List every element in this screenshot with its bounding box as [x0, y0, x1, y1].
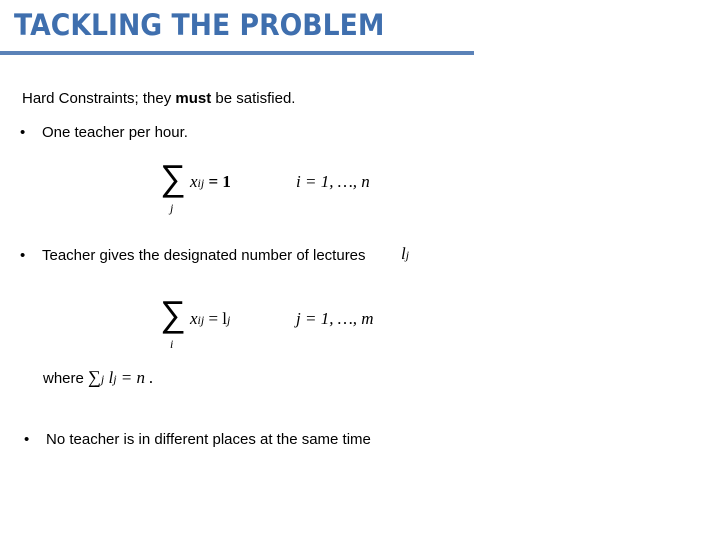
where-clause: [43, 367, 154, 388]
where-expr: l: [104, 368, 114, 387]
sum-index: i: [170, 337, 174, 351]
intro-post: be satisfied.: [211, 90, 296, 107]
variable: x: [190, 172, 198, 191]
intro-pre: Hard Constraints; they: [22, 90, 176, 107]
bullet-text: One teacher per hour.: [42, 124, 188, 141]
sum-index: j: [170, 201, 174, 215]
bullet-icon: •: [24, 431, 30, 448]
title-underline: [0, 51, 474, 55]
where-tail: = n .: [116, 368, 154, 387]
eq-rhs: = 1: [208, 172, 231, 191]
bullet-icon: •: [20, 124, 26, 141]
bullet-text: Teacher gives the designated number of lectures: [42, 247, 366, 264]
variable: x: [190, 309, 198, 328]
eq-range: j = 1, …, m: [296, 309, 374, 328]
bullet-text: No teacher is in different places at the same time: [46, 431, 371, 448]
sum-symbol: ∑: [160, 157, 186, 198]
where-expr-sub: j: [113, 372, 117, 386]
slide-title: TACKLING THE PROBLEM: [14, 8, 385, 42]
bullet-3: [24, 431, 371, 448]
variable-sub: ij: [197, 313, 205, 327]
intro-text: [22, 90, 295, 107]
intro-bold: must: [175, 90, 212, 107]
eq-range: i = 1, …, n: [296, 172, 370, 191]
lj-sub: j: [405, 248, 410, 262]
bullet-1: [20, 124, 188, 141]
sum-index: j: [100, 372, 105, 386]
variable-sub: ij: [197, 176, 205, 190]
sum-symbol: ∑: [160, 293, 186, 334]
lj-var: l: [401, 244, 406, 263]
bullet-2: [20, 244, 410, 264]
where-word: where: [43, 370, 89, 387]
sum-symbol: ∑: [88, 367, 101, 387]
bullet-icon: •: [20, 247, 26, 264]
eq-rhs: = l: [208, 309, 228, 328]
eq-rhs-sub: j: [227, 313, 231, 327]
